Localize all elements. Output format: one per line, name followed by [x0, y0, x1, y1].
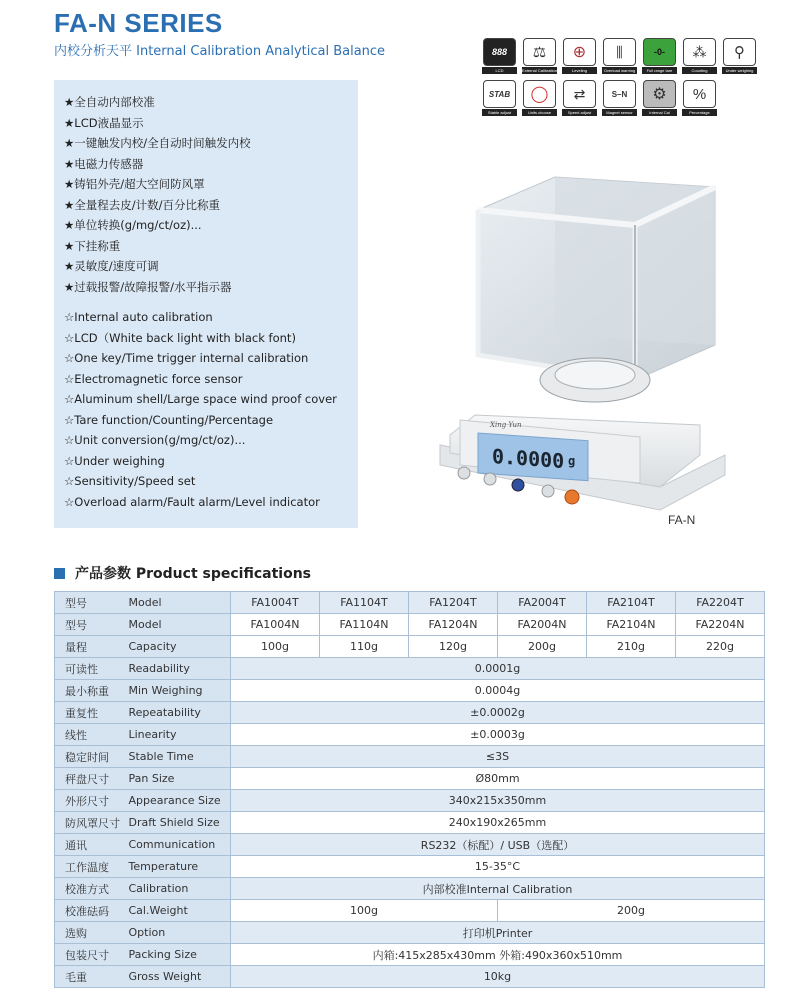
tare-button[interactable]	[458, 467, 470, 479]
table-row: 可读性 Readability 0.0001g	[55, 658, 765, 680]
feature-en-item: ☆Electromagnetic force sensor	[64, 371, 243, 386]
specs-heading	[54, 563, 311, 583]
feature-zh-item: ★电磁力传感器	[64, 156, 144, 171]
specs-title: 产品参数 Product specifications	[75, 566, 311, 582]
feature-zh-item: ★下挂称重	[64, 238, 121, 253]
cal-button[interactable]	[512, 479, 524, 491]
speed-adjust-icon: ⇄ Speed adjust	[562, 80, 597, 116]
stable-adjust-icon: STAB Stable adjust	[482, 80, 517, 116]
under-weighing-icon: ⚲ Under weighing	[722, 38, 757, 74]
table-row: 包装尺寸 Packing Size 内箱:415x285x430mm 外箱:490x360x510mm	[55, 944, 765, 966]
feature-en-item: ☆Sensitivity/Speed set	[64, 474, 196, 488]
balance-product-image	[430, 165, 730, 545]
feature-en-item: ☆Under weighing	[64, 453, 165, 468]
table-row: 工作温度 Temperature 15-35°C	[55, 856, 765, 878]
table-row: 防风罩尺寸 Draft Shield Size 240x190x265mm	[55, 812, 765, 834]
feature-zh-item: ★LCD液晶显示	[64, 115, 144, 130]
table-row: 型号 Model FA1004N FA1104N FA1204N FA2004N FA2104N FA2204N	[55, 614, 765, 636]
feature-zh-item: ★单位转换(g/mg/ct/oz)...	[64, 218, 202, 232]
leveling-icon: ⊕ Leveling	[562, 38, 597, 74]
series-subtitle: 内校分析天平 Internal Calibration Analytical Balance	[54, 44, 386, 59]
feature-icon-row-1	[482, 38, 772, 74]
function-button[interactable]	[484, 473, 496, 485]
counting-icon: ⁂ Counting	[682, 38, 717, 74]
magnet-sensor-icon: S–N Magnet sensor	[602, 80, 637, 116]
units-choose-icon: ◯ Units choose	[522, 80, 557, 116]
table-row: 选购 Option 打印机Printer	[55, 922, 765, 944]
display-unit: g	[568, 454, 576, 468]
table-row: 校准砝码 Cal.Weight 100g 200g	[55, 900, 765, 922]
table-row: 外形尺寸 Appearance Size 340x215x350mm	[55, 790, 765, 812]
feature-en-item: ☆Internal auto calibration	[64, 310, 213, 324]
table-row: 最小称重 Min Weighing 0.0004g	[55, 680, 765, 702]
feature-en-item: ☆Overload alarm/Fault alarm/Level indicator	[64, 494, 320, 509]
feature-zh-item: ★一键触发内校/全自动时间触发内校	[64, 136, 251, 150]
product-model-label: FA-N	[668, 513, 696, 527]
features-en-list	[54, 307, 358, 512]
table-row: 通讯 Communication RS232（标配）/ USB（选配）	[55, 834, 765, 856]
table-row: 型号 Model FA1004T FA1104T FA1204T FA2004T FA2104T FA2204T	[55, 592, 765, 614]
feature-en-item: ☆Unit conversion(g/mg/ct/oz)...	[64, 433, 246, 447]
feature-en-item: ☆One key/Time trigger internal calibration	[64, 351, 309, 365]
feature-zh-item: ★灵敏度/速度可调	[64, 259, 159, 273]
full-range-tare-icon: -0- Full range tare	[642, 38, 677, 74]
table-row: 秤盘尺寸 Pan Size Ø80mm	[55, 768, 765, 790]
feature-en-item: ☆Aluminum shell/Large space wind proof cover	[64, 392, 337, 406]
feature-en-item: ☆Tare function/Counting/Percentage	[64, 412, 274, 427]
feature-zh-item: ★铸铝外壳/超大空间防风罩	[64, 177, 205, 191]
brand-logo: Xing Yun	[490, 421, 522, 429]
overload-warning-icon: ⫼ Overload warning	[602, 38, 637, 74]
feature-en-item: ☆LCD（White back light with black font)	[64, 330, 296, 345]
percentage-icon: % Percentage	[682, 80, 717, 116]
internal-cal-icon: ⚙ Internal Cal	[642, 80, 677, 116]
specs-table	[54, 591, 765, 988]
lcd-icon: 888 LCD	[482, 38, 517, 74]
feature-zh-item: ★全自动内部校准	[64, 95, 155, 109]
table-row: 稳定时间 Stable Time ≤3S	[55, 746, 765, 768]
features-panel	[54, 80, 358, 528]
series-title: FA-N SERIES	[54, 8, 223, 38]
unit-button[interactable]	[542, 485, 554, 497]
external-calibration-icon: ⚖ External Calibration	[522, 38, 557, 74]
power-button[interactable]	[565, 490, 579, 504]
table-row: 重复性 Repeatability ±0.0002g	[55, 702, 765, 724]
feature-icon-row-2	[482, 80, 772, 116]
table-row: 量程 Capacity 100g 110g 120g 200g 210g 220g	[55, 636, 765, 658]
table-row: 校准方式 Calibration 内部校准Internal Calibration	[55, 878, 765, 900]
table-row: 线性 Linearity ±0.0003g	[55, 724, 765, 746]
feature-zh-item: ★过载报警/故障报警/水平指示器	[64, 279, 232, 294]
table-row: 毛重 Gross Weight 10kg	[55, 966, 765, 988]
feature-icon-grid	[482, 38, 772, 122]
heading-square-icon	[54, 568, 65, 579]
display-reading: 0.0000	[492, 444, 565, 474]
feature-zh-item: ★全量程去皮/计数/百分比称重	[64, 197, 221, 212]
features-zh-list	[54, 92, 358, 297]
